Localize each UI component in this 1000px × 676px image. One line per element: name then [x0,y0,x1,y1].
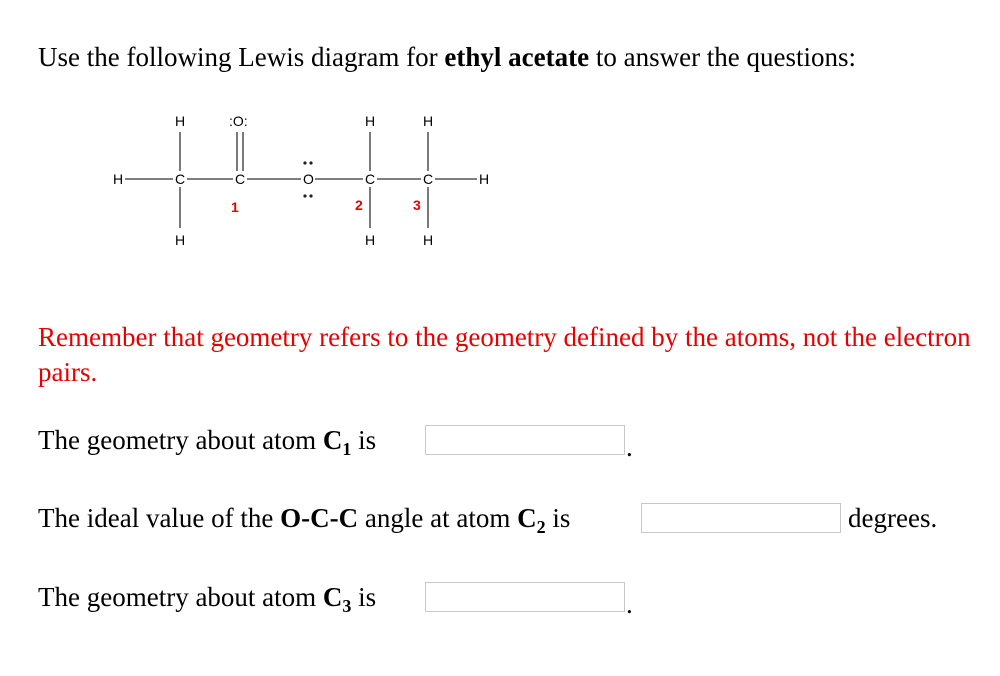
q1-period: . [626,432,633,462]
question-intro [38,42,856,73]
label-1: 1 [231,199,239,215]
question-1 [38,425,377,459]
q1-prefix: The geometry about atom [38,425,323,455]
label-3: 3 [413,197,421,213]
q3-suffix: is [351,582,377,612]
answer-input-c1-geometry[interactable] [425,425,625,455]
q2-units: degrees. [848,503,938,533]
q3-prefix: The geometry about atom [38,582,323,612]
intro-prefix: Use the following Lewis diagram for [38,42,445,72]
compound-name: ethyl acetate [444,42,590,72]
atom-h-top-methyl: H [175,113,186,129]
atom-c-methyl: C [175,171,186,187]
atom-h-bottom-terminal: H [423,232,434,248]
atom-h-left: H [113,171,124,187]
atom-h-bottom-methyl: H [175,232,186,248]
q1-atom: $C_1$ [322,425,352,459]
question-2 [38,503,571,537]
question-3 [38,582,377,616]
geometry-reminder: Remember that geometry refers to the geometry defined by the atoms, not the electron pairs. [38,322,971,387]
q1-suffix: is [351,425,377,455]
answer-input-c3-geometry[interactable] [425,582,625,612]
atom-h-top-methylene: H [365,113,376,129]
q2-middle: angle at atom [358,503,518,533]
atom-c-methylene: C [365,171,376,187]
q2-prefix: The ideal value of the [38,503,281,533]
label-2: 2 [355,197,363,213]
atom-h-top-terminal: H [423,113,434,129]
q2-suffix: is [545,503,571,533]
q2-bond: O-C-C [280,503,359,533]
atom-o-ester: O [303,171,314,187]
atom-h-bottom-methylene: H [365,232,376,248]
atom-c-terminal: C [423,171,434,187]
atom-o-carbonyl: :O: [229,113,248,129]
q2-atom: $C_2$ [517,503,546,537]
intro-suffix: to answer the questions: [589,42,857,72]
answer-input-occ-angle[interactable] [641,503,841,533]
atom-h-right: H [479,171,490,187]
q3-period: . [626,589,633,619]
q3-atom: $C_3$ [322,582,352,616]
lewis-diagram [105,100,525,250]
atom-c-carbonyl: C [235,171,246,187]
